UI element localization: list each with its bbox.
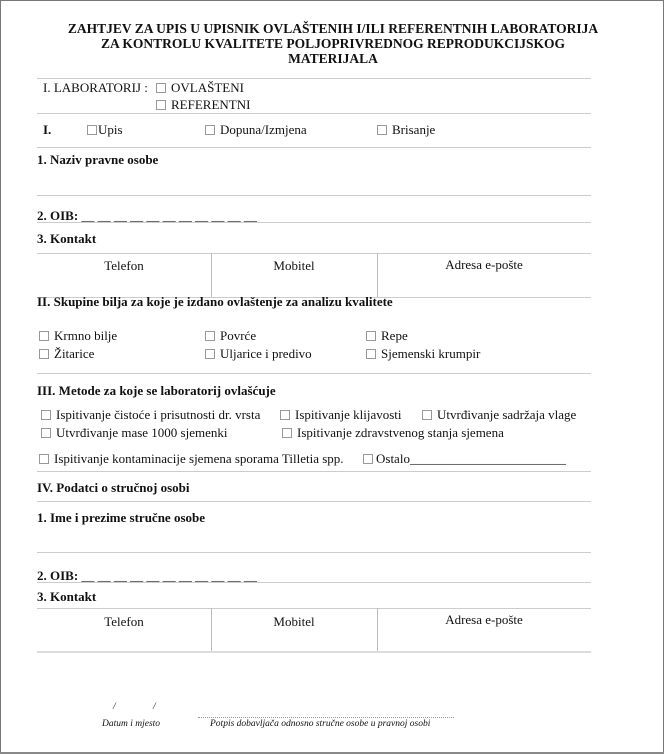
checkbox[interactable] [39,454,49,464]
divider [37,113,591,114]
checkbox[interactable] [363,454,373,464]
checkbox[interactable] [39,331,49,341]
checkbox[interactable] [41,428,51,438]
oib-field[interactable]: __ __ __ __ __ __ __ __ __ __ __ [81,568,257,583]
option-dopuna[interactable] [205,122,307,138]
plant-option[interactable] [205,346,312,362]
form-title-line-3: MATERIJALA [288,51,378,66]
lab-option-ovlasteni[interactable] [156,80,244,96]
option-label: Dopuna/Izmjena [220,122,307,137]
checkbox[interactable] [282,428,292,438]
date-slash: / [153,702,156,712]
option-label: Ispitivanje čistoće i prisutnosti dr. vrsta [56,407,261,422]
contact-phone-cell[interactable]: Telefon [104,258,144,273]
checkbox[interactable] [280,410,290,420]
method-option[interactable] [282,425,504,441]
expert-name-label: 1. Ime i prezime stručne osobe [37,510,206,525]
lab-option-referentni[interactable] [156,97,250,113]
plant-option[interactable] [366,346,480,362]
expert-mobile-cell[interactable]: Mobitel [273,614,315,629]
divider [37,253,591,254]
contact-email-cell[interactable]: Adresa e-pošte [445,257,523,272]
divider [37,78,591,79]
checkbox[interactable] [366,349,376,359]
option-label: Utvrđivanje sadržaja vlage [437,407,577,422]
option-label: Ispitivanje klijavosti [295,407,402,422]
checkbox[interactable] [205,349,215,359]
method-option[interactable] [280,407,402,423]
divider [37,582,591,583]
checkbox[interactable] [156,100,166,110]
plant-option[interactable] [39,328,117,344]
checkbox[interactable] [377,125,387,135]
expert-contact-label: 3. Kontakt [37,589,97,604]
plant-groups-heading: II. Skupine bilja za koje je izdano ovlaštenje za analizu kvalitete [37,294,393,309]
checkbox[interactable] [366,331,376,341]
checkbox[interactable] [156,83,166,93]
divider [37,471,591,472]
expert-phone-cell[interactable]: Telefon [104,614,144,629]
divider [37,373,591,374]
option-label: REFERENTNI [171,97,251,112]
request-type-label: I. [43,122,52,137]
oib-text: 2. OIB: [37,208,79,223]
date-place-label: Datum i mjesto [102,719,161,729]
contact-mobile-cell[interactable]: Mobitel [273,258,315,273]
option-label: Krmno bilje [54,328,118,343]
plant-option[interactable] [366,328,408,344]
divider [37,222,591,223]
plant-option[interactable] [39,346,94,362]
method-option[interactable] [422,407,576,423]
option-label: Povrće [220,328,257,343]
date-slash: / [113,702,116,712]
checkbox[interactable] [41,410,51,420]
option-label: Sjemenski krumpir [381,346,481,361]
option-label: Ispitivanje zdravstvenog stanja sjemena [297,425,504,440]
oib-text: 2. OIB: [37,568,79,583]
form-title-line-2: ZA KONTROLU KVALITETE POLJOPRIVREDNOG REPRODUKCIJSKOG [100,36,566,51]
expert-name-field[interactable] [37,552,591,553]
legal-entity-name-label: 1. Naziv pravne osobe [37,152,159,167]
oib-field[interactable]: __ __ __ __ __ __ __ __ __ __ __ [81,208,257,223]
option-label: Upis [98,122,123,137]
method-option[interactable] [41,407,260,423]
option-label: Utvrđivanje mase 1000 sjemenki [56,425,228,440]
contact-label: 3. Kontakt [37,231,97,246]
divider [37,501,591,502]
method-option[interactable] [41,425,228,441]
expert-email-cell[interactable]: Adresa e-pošte [445,612,523,627]
checkbox[interactable] [87,125,97,135]
checkbox[interactable] [39,349,49,359]
signature-label: Potpis dobavljača odnosno stručne osobe u pravnoj osobi [210,719,431,729]
plant-option[interactable] [205,328,256,344]
option-label: Brisanje [392,122,436,137]
expert-heading: IV. Podatci o stručnoj osobi [37,480,190,495]
option-label: Repe [381,328,408,343]
option-brisanje[interactable] [377,122,435,138]
checkbox[interactable] [422,410,432,420]
divider [37,608,591,609]
divider [37,147,591,148]
laboratory-label: I. LABORATORIJ : [43,80,148,95]
signature-line[interactable] [198,717,454,718]
method-option[interactable] [39,451,344,467]
divider [37,651,591,653]
option-label: Ostalo [376,451,410,466]
other-field[interactable]: ________________________ [409,451,566,466]
checkbox[interactable] [205,125,215,135]
methods-heading: III. Metode za koje se laboratorij ovlašćuje [37,383,276,398]
option-label: OVLAŠTENI [171,80,244,95]
option-label: Žitarice [54,346,95,361]
form-title-line-1: ZAHTJEV ZA UPIS U UPISNIK OVLAŠTENIH I/ILI REFERENTNIH LABORATORIJA [67,21,599,36]
method-option-other[interactable] [363,451,566,467]
checkbox[interactable] [205,331,215,341]
legal-entity-name-field[interactable] [37,195,591,196]
option-label: Ispitivanje kontaminacije sjemena sporama Tilletia spp. [54,451,344,466]
option-label: Uljarice i predivo [220,346,312,361]
option-upis[interactable] [87,122,123,138]
